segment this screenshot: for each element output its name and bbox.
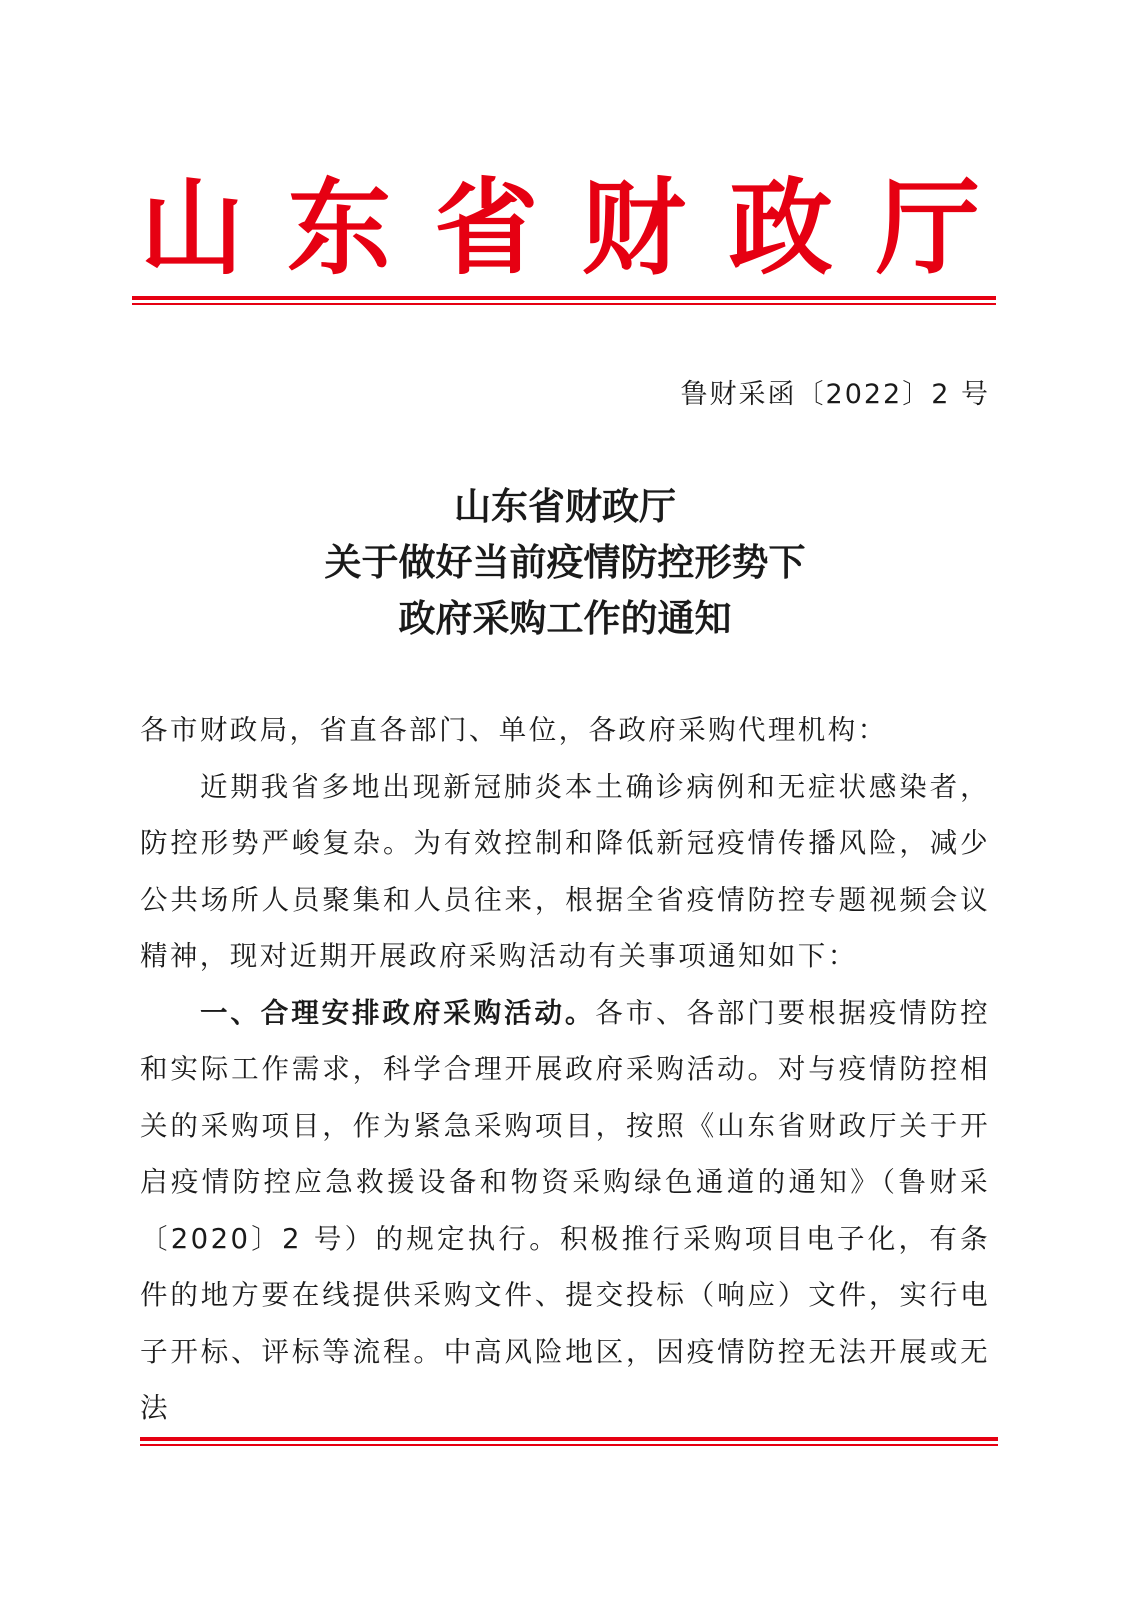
title-line: 政府采购工作的通知 xyxy=(398,596,732,640)
rule-thin-line xyxy=(140,1444,998,1446)
header-char: 厅 xyxy=(875,166,980,289)
salutation: 各市财政局，省直各部门、单位，各政府采购代理机构： xyxy=(140,714,888,746)
header-char: 山 xyxy=(140,166,245,289)
title-line: 山东省财政厅 xyxy=(454,484,676,528)
header-char: 财 xyxy=(581,166,686,289)
section-text: 各市、各部门要根据疫情防控和实际工作需求，科学合理开展政府采购活动。对与疫情防控相关的采购项目，作为紧急采购项目，按照《山东省财政厅关于开启疫情防控应急救援设备和物资采购绿色通道的通知》（鲁财采〔2020〕2 号）的规定执行。积极推行采购项目电子化，有条件的地方要在线提供采购文件、提交投标（响应）文件，实行电子开标、评标等流程。中高风险地区，因疫情防控无法开展或无法 xyxy=(140,996,990,1424)
document-body xyxy=(140,702,990,1437)
title-line: 关于做好当前疫情防控形势下 xyxy=(324,540,806,584)
paragraph-intro: 近期我省多地出现新冠肺炎本土确诊病例和无症状感染者，防控形势严峻复杂。为有效控制和降低新冠疫情传播风险，减少公共场所人员聚集和人员往来，根据全省疫情防控专题视频会议精神，现对近期开展政府采购活动有关事项通知如下： xyxy=(140,770,990,972)
paragraph-section-1 xyxy=(140,985,990,1437)
header-char: 省 xyxy=(434,166,539,289)
footer-red-rule xyxy=(140,1437,998,1446)
header-red-rule xyxy=(132,296,996,305)
document-number: 鲁财采函〔2022〕2 号 xyxy=(680,379,990,410)
header-char: 东 xyxy=(287,166,392,289)
section-heading: 一、合理安排政府采购活动。 xyxy=(200,996,596,1029)
issuing-org-header xyxy=(140,168,980,288)
header-char: 政 xyxy=(728,166,833,289)
rule-thin-line xyxy=(132,303,996,305)
document-title xyxy=(140,478,990,646)
